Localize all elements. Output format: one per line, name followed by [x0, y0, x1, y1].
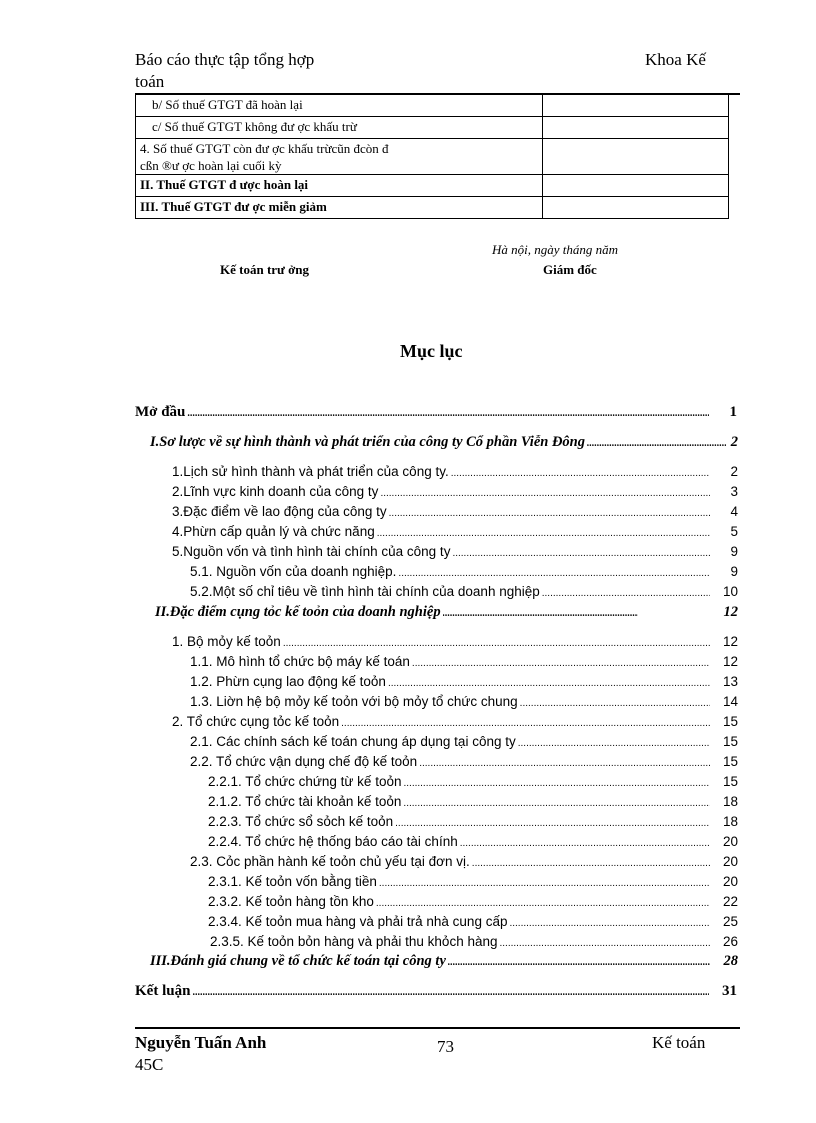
toc-entry-page: 13: [722, 674, 738, 689]
toc-leader-dots: [460, 834, 710, 854]
table-cell-label: II. Thuế GTGT đ ược hoàn lại: [136, 175, 543, 197]
header-title: Báo cáo thực tập tổng hợp: [135, 50, 315, 69]
toc-leader-dots: [187, 404, 709, 424]
table-cell-label-line1: 4. Số thuế GTGT còn đư ợc khấu trừcũn đcòn đ: [140, 141, 389, 156]
toc-entry[interactable]: [135, 402, 737, 422]
toc-leader-dots: [452, 544, 710, 564]
toc-entry-text: 5.2.Một số chỉ tiêu về tình hình tài chính của doanh nghiệp: [190, 584, 540, 599]
toc-entry-text: 5.1. Nguồn vốn của doanh nghiệp.: [190, 564, 397, 579]
toc-entry[interactable]: [208, 812, 738, 832]
toc-entry-page: 31: [722, 983, 737, 999]
toc-entry[interactable]: [172, 712, 738, 732]
toc-entry[interactable]: [190, 692, 738, 712]
toc-leader-dots: [388, 674, 710, 694]
toc-entry-text: II.Đặc điểm cụng tỏc kế toỏn của doanh nghiệp: [155, 604, 441, 620]
table-cell-value: [543, 197, 729, 219]
toc-entry-page: 18: [722, 814, 738, 829]
toc-entry-text: 2.1. Các chính sách kế toán chung áp dụng tại công ty: [190, 734, 516, 749]
toc-entry-text: 2. Tổ chức cụng tỏc kế toỏn: [172, 714, 340, 729]
toc-entry[interactable]: [150, 951, 738, 971]
toc-title: Mục lục: [400, 341, 463, 361]
toc-entry-text: III.Đánh giá chung về tổ chức kế toán tại công ty: [150, 953, 446, 969]
table-cell-label: III. Thuế GTGT đư ợc miễn giảm: [136, 197, 543, 219]
toc-entry-text: 5.Nguồn vốn và tình hình tài chính của công ty: [172, 544, 451, 559]
toc-entry[interactable]: [190, 732, 738, 752]
toc-leader-dots: [379, 874, 710, 894]
toc-leader-dots: [520, 694, 710, 714]
table-cell-label: b/ Số thuế GTGT đã hoàn lại: [136, 95, 543, 117]
toc-leader-dots: [377, 524, 710, 544]
toc-entry-text: 1. Bộ mỏy kế toỏn: [172, 634, 281, 649]
toc-entry-text: 1.3. Liờn hệ bộ mỏy kế toỏn với bộ mỏy tổ chức chung: [190, 694, 518, 709]
toc-entry-text: I.Sơ lược về sự hình thành và phát triển của công ty Cổ phần Viễn Đông: [150, 434, 585, 450]
toc-entry-page: 18: [722, 794, 738, 809]
toc-entry[interactable]: [210, 932, 738, 952]
toc-entry-text: 2.3. Cỏc phần hành kế toỏn chủ yếu tại đơn vị.: [190, 854, 470, 869]
toc-entry-text: 2.3.5. Kế toỏn bỏn hàng và phải thu khỏch hàng: [210, 934, 498, 949]
footer-class: 45C: [135, 1055, 164, 1074]
header-department: Khoa Kế: [645, 50, 706, 69]
footer-rule: [135, 1027, 740, 1029]
footer-author: Nguyễn Tuấn Anh: [135, 1033, 267, 1052]
toc-leader-dots: [403, 774, 710, 794]
toc-entry[interactable]: [190, 852, 738, 872]
toc-entry-text: 1.2. Phừn cụng lao động kế toỏn: [190, 674, 386, 689]
toc-entry-text: 2.1.2. Tổ chức tài khoản kế toỏn: [208, 794, 402, 809]
toc-leader-dots: [192, 983, 709, 1003]
table-row: [136, 139, 729, 175]
toc-entry-page: 14: [722, 694, 738, 709]
toc-leader-dots: [587, 434, 726, 454]
toc-entry[interactable]: [172, 542, 738, 562]
toc-entry-page: 5: [730, 524, 738, 539]
toc-entry-page: 9: [730, 564, 738, 579]
toc-entry-text: 3.Đặc điểm về lao động của công ty: [172, 504, 387, 519]
toc-entry-page: 25: [722, 914, 738, 929]
toc-leader-dots: [419, 754, 710, 774]
toc-entry[interactable]: [208, 832, 738, 852]
toc-entry-text: 1.1. Mô hình tổ chức bộ máy kế toán: [190, 654, 410, 669]
toc-entry-text: 1.Lịch sử hình thành và phát triển của công ty.: [172, 464, 449, 479]
toc-entry-text: 2.3.2. Kế toỏn hàng tồn kho: [208, 894, 374, 909]
toc-leader-dots: [509, 914, 710, 934]
toc-entry-page: 12: [722, 654, 738, 669]
toc-entry-page: 15: [722, 714, 738, 729]
toc-entry[interactable]: [172, 502, 738, 522]
toc-entry[interactable]: [208, 912, 738, 932]
toc-entry[interactable]: [208, 872, 738, 892]
toc-entry[interactable]: [208, 892, 738, 912]
toc-entry[interactable]: [190, 672, 738, 692]
toc-leader-dots: [380, 484, 710, 504]
toc-entry[interactable]: [150, 432, 738, 452]
vat-table: [135, 94, 729, 219]
toc-leader-dots: [542, 584, 710, 604]
table-cell-label: [136, 139, 543, 175]
toc-entry[interactable]: [172, 482, 738, 502]
toc-leader-dots: [451, 464, 710, 484]
table-cell-value: [543, 139, 729, 175]
toc-entry-page: 2: [730, 464, 738, 479]
table-row: [136, 117, 729, 139]
toc-leader-dots: [389, 504, 710, 524]
toc-entry[interactable]: [190, 652, 738, 672]
table-cell-value: [543, 117, 729, 139]
toc-entry[interactable]: [135, 981, 737, 1001]
toc-entry-page: 2: [730, 434, 738, 450]
table-cell-value: [543, 175, 729, 197]
toc-entry-page: 28: [723, 953, 738, 969]
toc-entry-text: 2.2. Tổ chức vận dụng chế độ kế toỏn: [190, 754, 418, 769]
toc-leader-dots: [443, 604, 638, 624]
toc-leader-dots: [398, 564, 710, 584]
chief-accountant-label: Kế toán trư ởng: [220, 262, 310, 277]
page-number: 73: [437, 1037, 454, 1056]
toc-entry[interactable]: [155, 602, 738, 622]
toc-entry[interactable]: [190, 582, 738, 602]
table-row: [136, 95, 729, 117]
toc-entry-page: 9: [730, 544, 738, 559]
toc-leader-dots: [472, 854, 710, 874]
table-row: [136, 175, 729, 197]
toc-entry[interactable]: [190, 752, 738, 772]
toc-leader-dots: [283, 634, 710, 654]
toc-entry-page: 12: [722, 634, 738, 649]
toc-leader-dots: [412, 654, 710, 674]
toc-entry-page: 1: [729, 404, 737, 420]
toc-entry-page: 20: [722, 834, 738, 849]
toc-entry-page: 3: [730, 484, 738, 499]
toc-entry-text: 2.Lĩnh vực kinh doanh của công ty: [172, 484, 379, 499]
toc-entry-text: 2.2.1. Tổ chức chứng từ kế toỏn: [208, 774, 402, 789]
toc-leader-dots: [376, 894, 710, 914]
toc-entry-text: 4.Phừn cấp quản lý và chức năng: [172, 524, 375, 539]
toc-entry-text: Mở đầu: [135, 404, 186, 420]
toc-entry-page: 15: [722, 734, 738, 749]
toc-entry-page: 26: [722, 934, 738, 949]
toc-entry-page: 15: [722, 754, 738, 769]
toc-entry-text: 2.3.1. Kế toỏn vốn bằng tiền: [208, 874, 377, 889]
toc-entry-text: 2.3.4. Kế toỏn mua hàng và phải trả nhà cung cấp: [208, 914, 508, 929]
toc-entry[interactable]: [208, 772, 738, 792]
toc-entry-page: 4: [730, 504, 738, 519]
toc-entry-page: 12: [723, 604, 738, 620]
toc-leader-dots: [403, 794, 710, 814]
toc-leader-dots: [518, 734, 710, 754]
toc-entry[interactable]: [172, 462, 738, 482]
toc-leader-dots: [395, 814, 710, 834]
toc-entry[interactable]: [172, 632, 738, 652]
footer-department: Kế toán: [652, 1033, 706, 1052]
date-line: Hà nội, ngày tháng năm: [492, 242, 619, 257]
toc-entry[interactable]: [208, 792, 738, 812]
table-cell-value: [543, 95, 729, 117]
header-title-continued: toán: [135, 72, 165, 91]
toc-entry[interactable]: [172, 522, 738, 542]
toc-entry-page: 15: [722, 774, 738, 789]
toc-entry[interactable]: [190, 562, 738, 582]
table-cell-label: c/ Số thuế GTGT không đư ợc khấu trừ: [136, 117, 543, 139]
toc-leader-dots: [341, 714, 710, 734]
toc-entry-page: 10: [722, 584, 738, 599]
toc-leader-dots: [448, 953, 710, 973]
table-cell-label-line2: cßn ®ư ợc hoàn lại cuối kỳ: [140, 158, 282, 173]
toc-entry-text: 2.2.4. Tổ chức hệ thống báo cáo tài chính: [208, 834, 458, 849]
toc-entry-page: 20: [722, 854, 738, 869]
toc-entry-page: 22: [722, 894, 738, 909]
director-label: Giám đốc: [543, 262, 597, 277]
toc-entry-page: 20: [722, 874, 738, 889]
toc-entry-text: Kết luận: [135, 983, 191, 999]
toc-entry-text: 2.2.3. Tổ chức sổ sỏch kế toỏn: [208, 814, 394, 829]
table-row: [136, 197, 729, 219]
